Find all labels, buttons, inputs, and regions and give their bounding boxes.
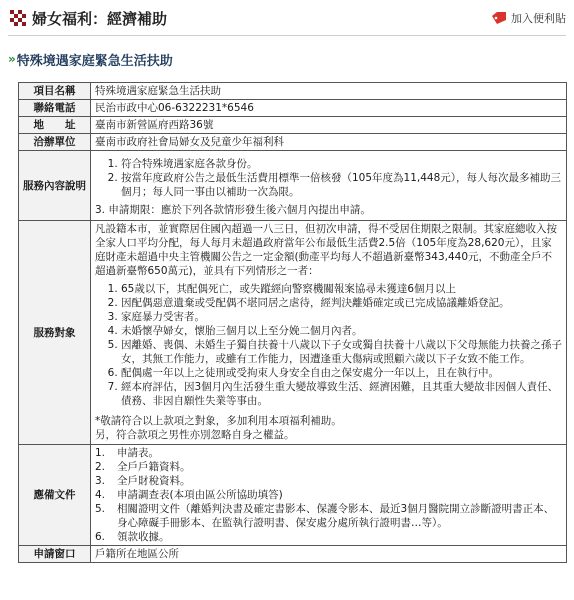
item-name-value: 特殊境遇家庭緊急生活扶助 bbox=[91, 83, 567, 100]
list-item: 6. 配偶處一年以上之徒刑或受拘束人身安全自由之保安處分一年以上，且在執行中。 bbox=[121, 366, 562, 380]
page-title: 婦女福利：經濟補助 bbox=[32, 10, 168, 28]
row-label: 申請窗口 bbox=[19, 546, 91, 563]
address-value: 臺南市新營區府西路36號 bbox=[91, 117, 567, 134]
page-header bbox=[0, 0, 574, 36]
list-item: 5. 因離婚、喪偶、未婚生子獨自扶養十八歲以下子女或獨自扶養十八歲以下父母無能力扶養之孫子女，其無工作能力，或雖有工作能力，因遭逢重大傷病或照顧六歲以下子女致不能工作。 bbox=[121, 338, 562, 366]
table-row bbox=[19, 117, 567, 134]
info-table bbox=[18, 82, 567, 563]
row-label: 應備文件 bbox=[19, 445, 91, 546]
row-label: 洽辦單位 bbox=[19, 134, 91, 151]
list-item: 2. 因配偶惡意遺棄或受配偶不堪同居之虐待，經判決離婚確定或已完成協議離婚登記。 bbox=[121, 296, 562, 310]
list-item: 2. 全戶戶籍資料。 bbox=[95, 461, 191, 473]
add-sticky-note-label: 加入便利貼 bbox=[511, 12, 566, 25]
list-item: 3. 家庭暴力受害者。 bbox=[121, 310, 562, 324]
list-item: 6. 領款收據。 bbox=[95, 531, 170, 543]
target-footnote: *敬請符合以上款項之對象，多加利用本項福利補助。 bbox=[95, 415, 342, 427]
phone-value: 民治市政中心06-6322231*6546 bbox=[91, 100, 567, 117]
target-list bbox=[95, 282, 562, 408]
double-arrow-icon: » bbox=[8, 52, 13, 66]
add-sticky-note-button[interactable] bbox=[491, 10, 566, 26]
table-row bbox=[19, 151, 567, 221]
header-divider bbox=[8, 35, 566, 36]
table-row bbox=[19, 100, 567, 117]
row-label: 服務對象 bbox=[19, 221, 91, 445]
row-label: 服務內容說明 bbox=[19, 151, 91, 221]
list-item: 7. 經本府評估，因3個月內生活發生重大變故導致生活、經濟困難，且其重大變故非因個人責任、債務、非因自願性失業等事由。 bbox=[121, 380, 562, 408]
documents-list bbox=[95, 446, 562, 544]
table-row bbox=[19, 83, 567, 100]
target-description bbox=[91, 221, 567, 445]
info-table-wrapper bbox=[18, 82, 566, 563]
target-footnote: 另，符合款項之男性亦別忽略自身之權益。 bbox=[95, 429, 295, 441]
target-intro: 凡設籍本市，並實際居住國內超過一八三日，但初次申請，得不受居住期限之限制。其家庭總收入按全家人口平均分配，每人每月未超過政府當年公布最低生活費2.5倍（105年度為28,620元），且家庭財產未超過中央主管機關公告之一定金額(動產平均每人不超過新臺幣343,440元，不動產全戶不超過新臺幣650萬元)，並具有下列情形之一者： bbox=[95, 223, 557, 277]
table-row bbox=[19, 445, 567, 546]
list-item: 1. 符合特殊境遇家庭各款身份。 bbox=[121, 157, 562, 171]
table-row bbox=[19, 546, 567, 563]
application-window-value: 戶籍所在地區公所 bbox=[91, 546, 567, 563]
row-label: 聯絡電話 bbox=[19, 100, 91, 117]
row-label: 項目名稱 bbox=[19, 83, 91, 100]
checker-logo-icon bbox=[10, 10, 26, 26]
service-list bbox=[95, 157, 562, 199]
list-item: 1. 申請表。 bbox=[95, 447, 159, 459]
list-item: 4. 未婚懷孕婦女，懷胎三個月以上至分娩二個月內者。 bbox=[121, 324, 562, 338]
row-label: 地 址 bbox=[19, 117, 91, 134]
list-item: 5. 相關證明文件（離婚判決書及確定書影本、保護令影本、最近3個月醫院開立診斷證明書正本、身心障礙手冊影本、在監執行證明書、保安處分處所執行證明書…等）。 bbox=[95, 503, 555, 529]
tag-icon bbox=[491, 12, 507, 24]
table-row bbox=[19, 221, 567, 445]
section-title: 特殊境遇家庭緊急生活扶助 bbox=[16, 53, 173, 69]
service-note: 3. 申請期限：應於下列各款情形發生後六個月內提出申請。 bbox=[95, 203, 371, 216]
list-item: 1. 65歲以下，其配偶死亡，或失蹤經向警察機關報案協尋未獲達6個月以上 bbox=[121, 282, 562, 296]
list-item: 4. 申請調查表(本項由區公所協助填答) bbox=[95, 489, 283, 501]
office-value: 臺南市政府社會局婦女及兒童少年福利科 bbox=[91, 134, 567, 151]
service-description bbox=[91, 151, 567, 221]
documents-list-cell bbox=[91, 445, 567, 546]
list-item: 3. 全戶財稅資料。 bbox=[95, 475, 191, 487]
table-row bbox=[19, 134, 567, 151]
section-heading bbox=[8, 50, 574, 68]
list-item: 2. 按當年度政府公告之最低生活費用標準一倍核發（105年度為11,448元），每人每次最多補助三個月；每人同一事由以補助一次為限。 bbox=[121, 171, 562, 199]
